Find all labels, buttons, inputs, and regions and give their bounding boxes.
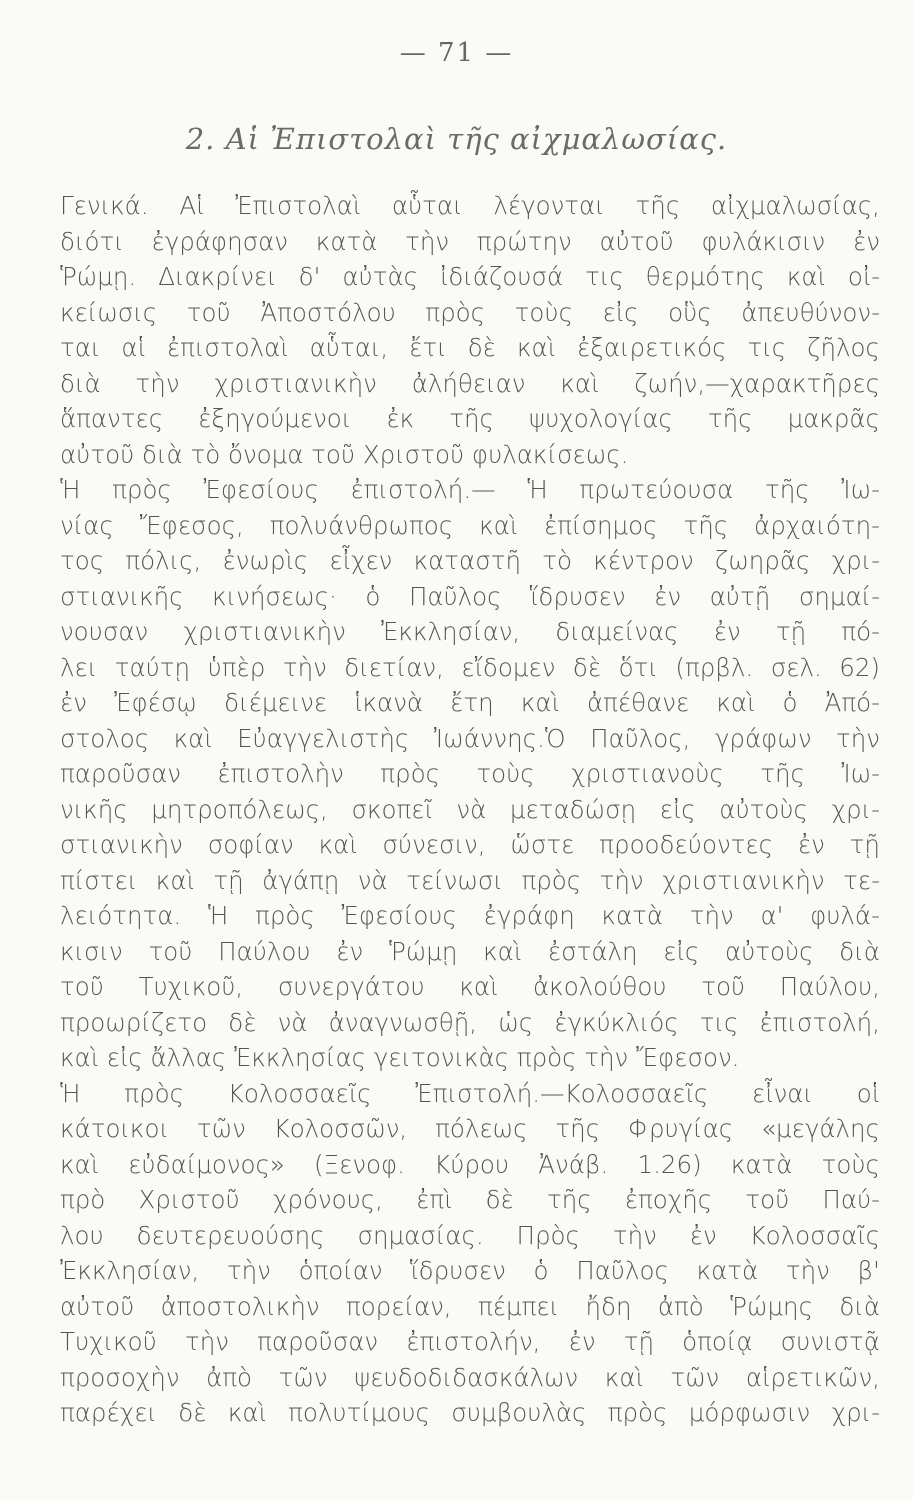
text-line: Ἐκκλησίαν, τὴν ὁποίαν ἵδρυσεν ὁ Παῦλος κατὰ τὴν β': [60, 1256, 880, 1285]
text-line: λει ταύτῃ ὑπὲρ τὴν διετίαν, εἴδομεν δὲ ὅτι (πρβλ. σελ. 62): [60, 652, 880, 682]
text-line: στιανικῆς κινήσεως· ὁ Παῦλος ἵδρυσεν ἐν αὐτῇ σημαί-: [60, 581, 880, 611]
text-line: καὶ εὐδαίμονος» (Ξενοφ. Κύρου Ἀνάβ. 1.26) κατὰ τοὺς: [60, 1149, 880, 1179]
text-line: κείωσις τοῦ Ἀποστόλου πρὸς τοὺς εἰς οὓς ἀπευθύνον-: [60, 297, 880, 327]
section-heading: 2. Αἱ Ἐπιστολαὶ τῆς αἰχμαλωσίας.: [185, 122, 728, 156]
text-line: αὐτοῦ ἀποστολικὴν πορείαν, πέμπει ἤδη ἀπὸ Ῥώμης διὰ: [60, 1291, 880, 1321]
text-line: καὶ εἰς ἄλλας Ἐκκλησίας γειτονικὰς πρὸς τὴν Ἔφεσον.: [60, 1043, 740, 1072]
text-line: κισιν τοῦ Παύλου ἐν Ῥώμῃ καὶ ἐστάλη εἰς αὐτοὺς διὰ: [60, 936, 880, 966]
text-line: διὰ τὴν χριστιανικὴν ἀλήθειαν καὶ ζωήν,—χαρακτῆρες: [60, 368, 880, 398]
text-line: Γενικά. Αἱ Ἐπιστολαὶ αὗται λέγονται τῆς αἰχμαλωσίας,: [60, 191, 880, 220]
text-line: πρὸ Χριστοῦ χρόνους, ἐπὶ δὲ τῆς ἐποχῆς τοῦ Παύ-: [60, 1185, 880, 1214]
text-line: αὐτοῦ διὰ τὸ ὄνομα τοῦ Χριστοῦ φυλακίσεως.: [60, 439, 629, 469]
text-line: Ῥώμῃ. Διακρίνει δ' αὐτὰς ἰδιάζουσά τις θερμότης καὶ οἰ-: [60, 262, 880, 291]
text-line: προωρίζετο δὲ νὰ ἀναγνωσθῇ, ὡς ἐγκύκλιός τις ἐπιστολή,: [60, 1007, 880, 1037]
text-line: ἐν Ἐφέσῳ διέμεινε ἱκανὰ ἔτη καὶ ἀπέθανε καὶ ὁ Ἀπό-: [60, 688, 880, 717]
text-line: παροῦσαν ἐπιστολὴν πρὸς τοὺς χριστιανοὺς τῆς Ἰω-: [60, 759, 880, 788]
page-number: — 71 —: [399, 38, 514, 68]
text-line: τος πόλις, ἐνωρὶς εἶχεν καταστῆ τὸ κέντρον ζωηρᾶς χρι-: [60, 546, 880, 575]
text-line: στολος καὶ Εὐαγγελιστὴς Ἰωάννης.Ὁ Παῦλος, γράφων τὴν: [60, 723, 880, 753]
text-line: προσοχὴν ἀπὸ τῶν ψευδοδιδασκάλων καὶ τῶν αἱρετικῶν,: [60, 1362, 880, 1392]
text-line: Τυχικοῦ τὴν παροῦσαν ἐπιστολήν, ἐν τῇ ὁποίᾳ συνιστᾷ: [60, 1327, 880, 1356]
text-line: νουσαν χριστιανικὴν Ἐκκλησίαν, διαμείνας ἐν τῇ πό-: [60, 617, 880, 646]
text-line: λειότητα. Ἡ πρὸς Ἐφεσίους ἐγράφη κατὰ τὴν α' φυλά-: [60, 901, 880, 930]
text-line: νίας Ἔφεσος, πολυάνθρωπος καὶ ἐπίσημος τῆς ἀρχαιότη-: [60, 510, 880, 540]
text-line: λου δευτερευούσης σημασίας. Πρὸς τὴν ἐν Κολοσσαῖς: [60, 1220, 880, 1250]
text-line: πίστει καὶ τῇ ἀγάπῃ νὰ τείνωσι πρὸς τὴν χριστιανικὴν τε-: [60, 865, 880, 895]
text-line: κάτοικοι τῶν Κολοσσῶν, πόλεως τῆς Φρυγίας «μεγάλης: [60, 1114, 880, 1143]
text-line: τοῦ Τυχικοῦ, συνεργάτου καὶ ἀκολούθου τοῦ Παύλου,: [60, 972, 880, 1001]
text-line: παρέχει δὲ καὶ πολυτίμους συμβουλὰς πρὸς μόρφωσιν χρι-: [60, 1398, 880, 1427]
text-line: ἅπαντες ἐξηγούμενοι ἐκ τῆς ψυχολογίας τῆς μακρᾶς: [60, 404, 880, 433]
text-line: ται αἱ ἐπιστολαὶ αὗται, ἔτι δὲ καὶ ἐξαιρετικός τις ζῆλος: [60, 333, 880, 362]
text-line: Ἡ πρὸς Κολοσσαεῖς Ἐπιστολή.—Κολοσσαεῖς εἶναι οἱ: [60, 1078, 880, 1108]
text-line: Ἡ πρὸς Ἐφεσίους ἐπιστολή.— Ἡ πρωτεύουσα τῆς Ἰω-: [60, 475, 880, 504]
text-line: διότι ἐγράφησαν κατὰ τὴν πρώτην αὐτοῦ φυλάκισιν ἐν: [60, 226, 880, 256]
text-line: στιανικὴν σοφίαν καὶ σύνεσιν, ὥστε προοδεύοντες ἐν τῇ: [60, 830, 880, 859]
body-text: [60, 188, 880, 1431]
text-line: νικῆς μητροπόλεως, σκοπεῖ νὰ μεταδώσῃ εἰς αὐτοὺς χρι-: [60, 794, 880, 824]
